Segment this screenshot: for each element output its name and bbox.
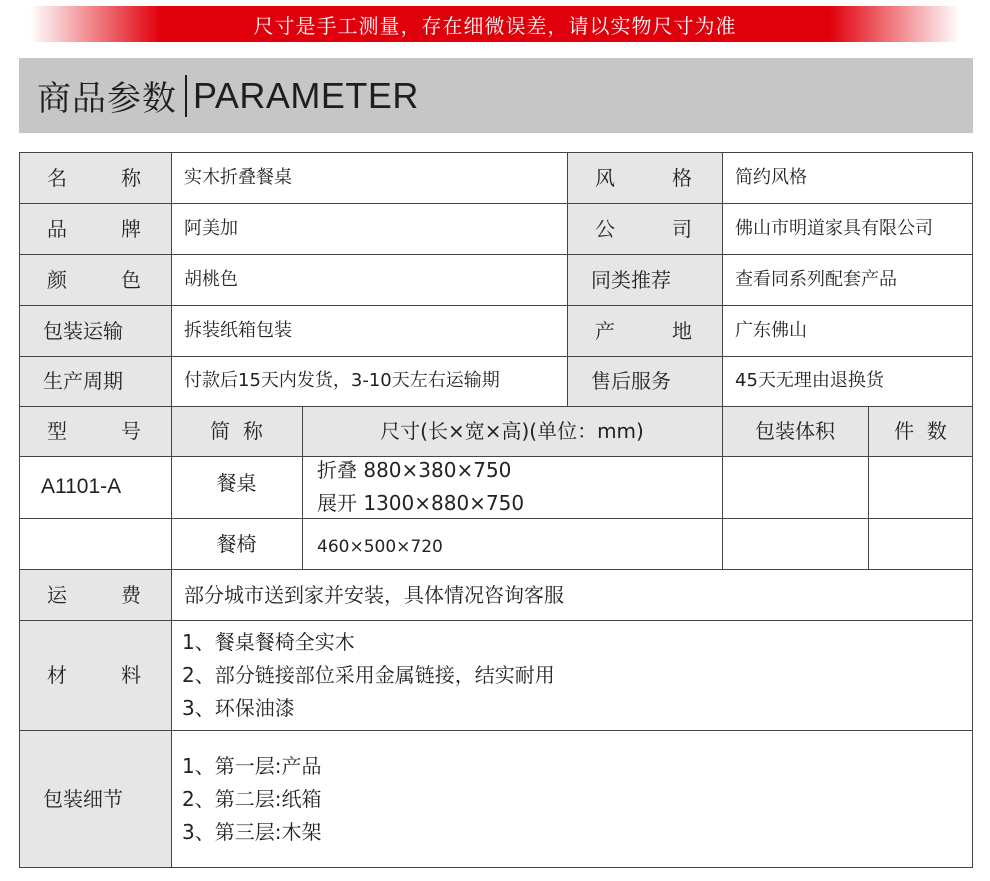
spec-value-style: 简约风格 (735, 166, 807, 188)
size-row-dims: 460×500×720 (317, 537, 443, 558)
table-rule (19, 456, 973, 457)
material-item: 1、餐桌餐椅全实木 (182, 629, 355, 654)
size-row-volume (722, 456, 868, 518)
packaging-label: 包装细节 (19, 730, 171, 868)
spec-label-color: 颜 色 (19, 254, 171, 305)
spec-label-brand: 品 牌 (19, 203, 171, 254)
size-row-dims (302, 456, 722, 518)
parameter-header (19, 58, 973, 133)
table-rule (972, 152, 973, 868)
spec-value-packaging: 拆装纸箱包装 (184, 319, 292, 341)
parameter-table (19, 152, 973, 868)
spec-label-origin: 产 地 (567, 305, 722, 356)
table-rule (19, 518, 973, 519)
table-rule (19, 254, 973, 255)
packaging-list (171, 730, 973, 868)
size-row-model: A1101-A (41, 475, 122, 499)
size-row-volume (722, 518, 868, 569)
table-rule (19, 305, 973, 306)
material-item: 2、部分链接部位采用金属链接，结实耐用 (182, 662, 555, 687)
spec-label-name: 名 称 (19, 152, 171, 203)
table-rule (19, 152, 20, 868)
spec-value-name: 实木折叠餐桌 (184, 166, 292, 188)
notice-banner (30, 6, 960, 42)
notice-text: 尺寸是手工测量，存在细微误差，请以实物尺寸为准 (253, 13, 737, 38)
table-rule (19, 730, 973, 731)
size-header-dimensions: 尺寸(长×宽×高)(单位：mm) (302, 406, 722, 456)
shipping-value: 部分城市送到家并安装，具体情况咨询客服 (184, 582, 564, 607)
spec-label-packaging: 包装运输 (19, 305, 171, 356)
table-rule (19, 356, 973, 357)
size-row-model (19, 518, 171, 569)
spec-value-related[interactable]: 查看同系列配套产品 (735, 268, 897, 290)
packaging-item: 3、第三层:木架 (182, 819, 322, 844)
spec-label-style: 风 格 (567, 152, 722, 203)
size-header-volume: 包装体积 (722, 406, 868, 456)
table-rule (19, 406, 973, 407)
size-row-dims-folded: 折叠 880×380×750 (317, 458, 512, 482)
size-header-short-name: 简 称 (171, 406, 302, 456)
packaging-item: 2、第二层:纸箱 (182, 786, 322, 811)
spec-value-cycle: 付款后15天内发货，3-10天左右运输期 (184, 370, 500, 392)
spec-value-brand: 阿美加 (184, 217, 238, 239)
size-header-model: 型 号 (19, 406, 171, 456)
table-rule (19, 569, 973, 570)
table-rule (302, 406, 303, 569)
material-item: 3、环保油漆 (182, 695, 295, 720)
material-list (171, 620, 973, 730)
spec-value-company: 佛山市明道家具有限公司 (735, 217, 933, 239)
size-row-pieces (868, 456, 973, 518)
table-rule (567, 152, 568, 406)
spec-label-cycle: 生产周期 (19, 356, 171, 406)
table-rule (19, 620, 973, 621)
material-label: 材 料 (19, 620, 171, 730)
spec-value-color: 胡桃色 (184, 268, 238, 290)
table-rule (19, 867, 973, 868)
size-row-name: 餐桌 (216, 471, 257, 495)
size-row-pieces (868, 518, 973, 569)
size-row-dims-unfolded: 展开 1300×880×750 (317, 491, 525, 515)
size-header-pieces: 件 数 (868, 406, 973, 456)
spec-label-related: 同类推荐 (567, 254, 722, 305)
table-rule (722, 152, 723, 569)
spec-value-service: 45天无理由退换货 (735, 370, 884, 392)
table-rule (19, 152, 973, 153)
table-rule (868, 406, 869, 569)
spec-label-company: 公 司 (567, 203, 722, 254)
table-rule (19, 203, 973, 204)
header-divider (185, 75, 187, 117)
spec-value-origin: 广东佛山 (735, 319, 807, 341)
header-title-zh: 商品参数 (37, 79, 177, 119)
header-title-en: PARAMETER (193, 74, 419, 116)
size-row-name: 餐椅 (216, 532, 257, 556)
packaging-item: 1、第一层:产品 (182, 753, 322, 778)
spec-label-service: 售后服务 (567, 356, 722, 406)
table-rule (171, 152, 172, 868)
shipping-label: 运 费 (19, 569, 171, 620)
